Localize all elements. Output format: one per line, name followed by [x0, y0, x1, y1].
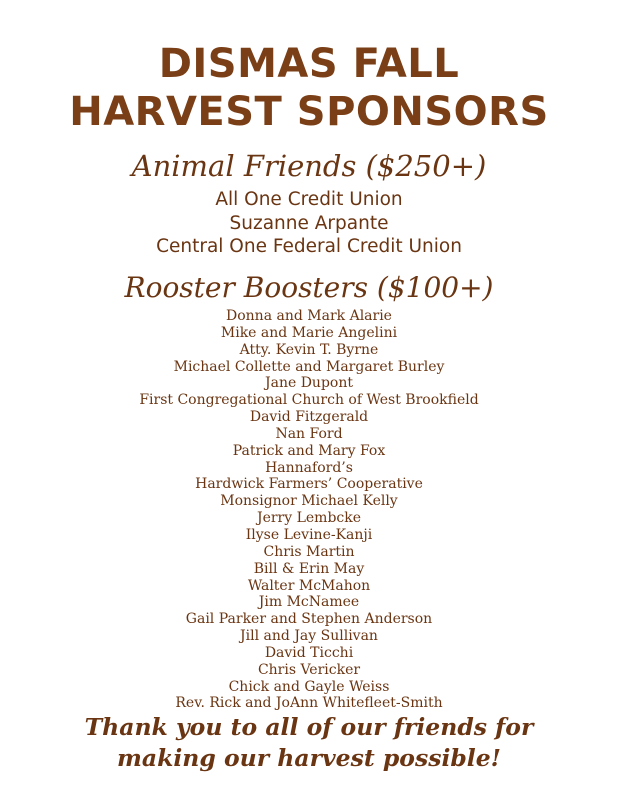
list-item: Hardwick Farmers’ Cooperative — [195, 476, 423, 493]
list-item: Ilyse Levine-Kanji — [245, 526, 373, 543]
list-item: Jerry Lembcke — [256, 510, 362, 527]
list-item: David Fitzgerald — [249, 409, 369, 426]
list-item: First Congregational Church of West Brookfield — [139, 392, 479, 409]
list-item: Monsignor Michael Kelly — [220, 493, 398, 510]
list-item: Donna and Mark Alarie — [226, 308, 392, 324]
title-line-1: DISMAS FALL — [158, 41, 460, 87]
list-item: Central One Federal Credit Union — [156, 236, 462, 257]
list-item: Atty. Kevin T. Byrne — [239, 341, 379, 358]
list-item: Chris Martin — [263, 543, 355, 560]
list-item: Michael Collette and Margaret Burley — [173, 358, 445, 375]
list-item: Suzanne Arpante — [229, 212, 389, 234]
thank-you-message — [0, 712, 618, 774]
list-item: Chick and Gayle Weiss — [228, 678, 390, 695]
thank-you-line-1: Thank you to all of our friends for — [84, 713, 534, 741]
list-item: Nan Ford — [275, 425, 343, 442]
list-item: Jill and Jay Sullivan — [240, 628, 378, 645]
list-item: Hannaford’s — [265, 459, 353, 476]
list-item: Bill & Erin May — [253, 560, 365, 577]
list-item: David Ticchi — [264, 644, 354, 661]
list-item: Walter McMahon — [247, 577, 371, 594]
list-item: Jim McNamee — [258, 594, 360, 611]
animal-friends-list — [0, 188, 618, 259]
rooster-boosters-list — [0, 308, 618, 712]
rooster-boosters-heading: Rooster Boosters ($100+) — [124, 271, 494, 304]
list-item: Patrick and Mary Fox — [232, 442, 386, 459]
list-item: Rev. Rick and JoAnn Whitefleet-Smith — [175, 695, 443, 712]
animal-friends-heading: Animal Friends ($250+) — [131, 149, 487, 183]
list-item: Mike and Marie Angelini — [220, 324, 398, 341]
list-item: Jane Dupont — [265, 375, 353, 392]
thank-you-line-2: making our harvest possible! — [116, 744, 501, 772]
list-item: Chris Vericker — [257, 661, 361, 678]
list-item: Gail Parker and Stephen Anderson — [185, 611, 433, 628]
page-title — [0, 40, 618, 136]
list-item: All One Credit Union — [215, 189, 403, 210]
title-line-2: HARVEST SPONSORS — [69, 89, 549, 135]
